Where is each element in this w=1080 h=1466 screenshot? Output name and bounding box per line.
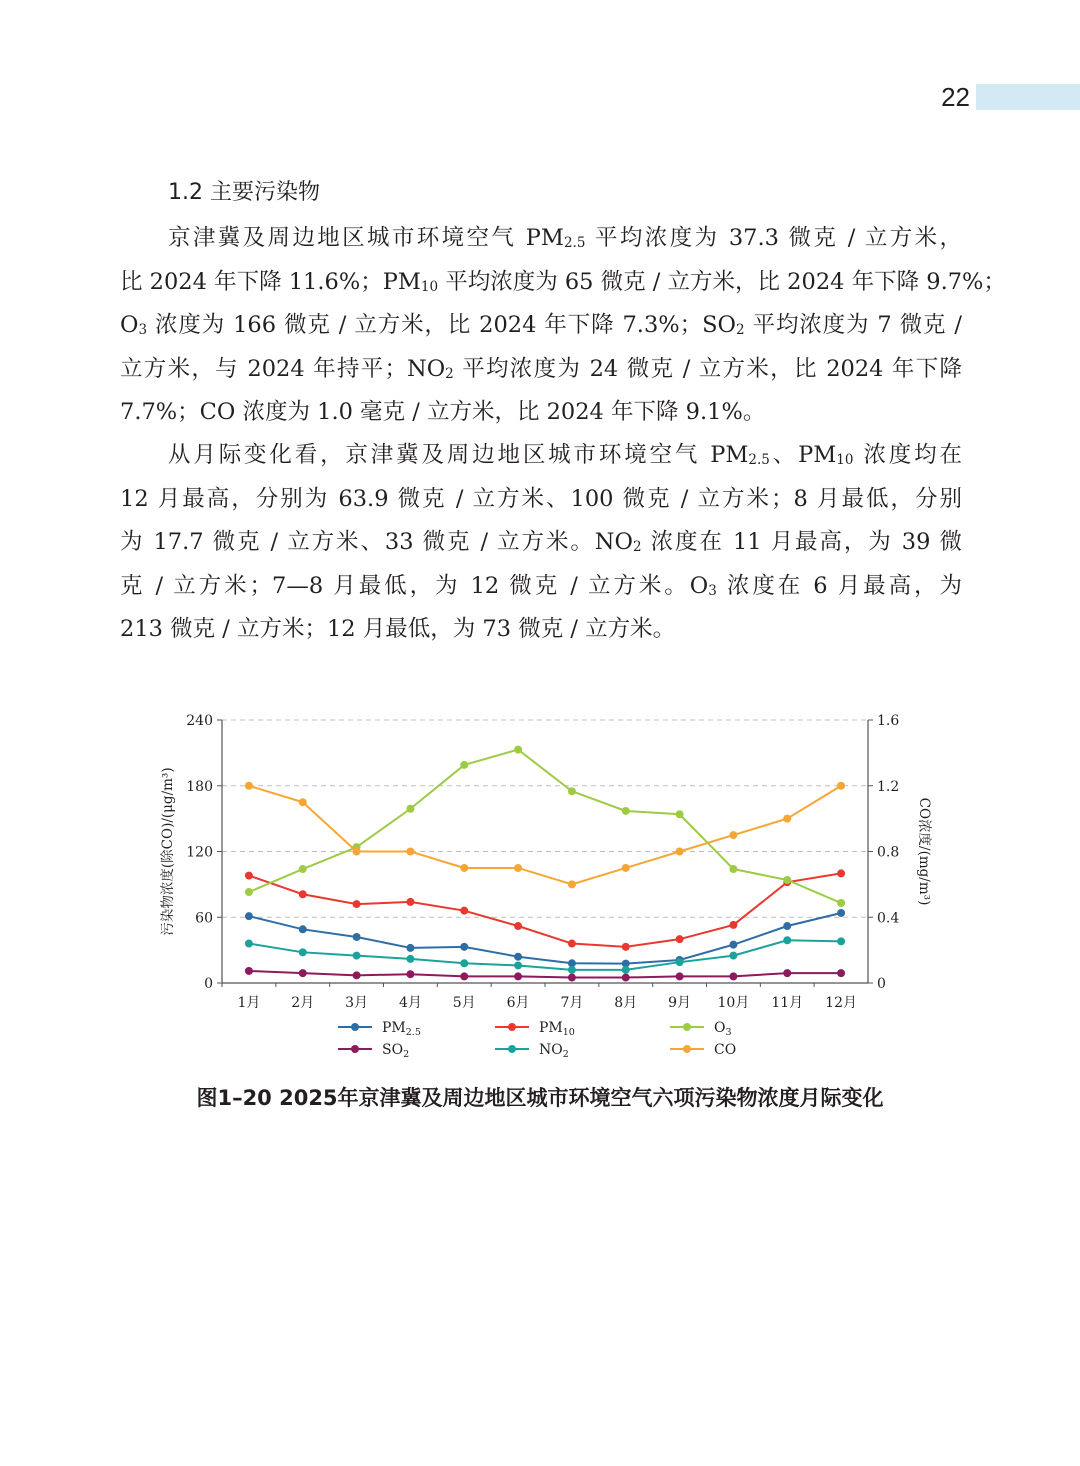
data-point: [460, 972, 468, 980]
data-point: [353, 848, 361, 856]
page-tab-decoration: [976, 84, 1080, 110]
y-right-tick-label: 1.6: [877, 713, 900, 729]
data-point: [353, 900, 361, 908]
y-right-axis-label: CO浓度/(mg/m³): [916, 797, 932, 906]
x-tick-label: 1月: [237, 995, 261, 1011]
data-point: [783, 815, 791, 823]
data-point: [353, 971, 361, 979]
data-point: [837, 899, 845, 907]
paragraph-1-line: 7.7%；CO 浓度为 1.0 毫克 / 立方米，比 2024 年下降 9.1%。: [120, 399, 766, 425]
legend-swatch-dot: [683, 1045, 691, 1053]
data-point: [783, 922, 791, 930]
figure-caption: 图1–20 2025年京津冀及周边地区城市环境空气六项污染物浓度月际变化: [196, 1086, 884, 1110]
axes: [159, 713, 933, 1011]
data-point: [837, 969, 845, 977]
paragraph-1-line: 京津冀及周边地区城市环境空气 $PM_{2.5}$ 平均浓度为 37.3 微克 / 立方米，: [168, 225, 962, 252]
data-point: [622, 974, 630, 982]
data-point: [353, 952, 361, 960]
paragraph-2-line: 213 微克 / 立方米；12 月最低，为 73 微克 / 立方米。: [120, 616, 676, 642]
data-point: [460, 959, 468, 967]
paragraph-2-line: 12 月最高，分别为 63.9 微克 / 立方米、100 微克 / 立方米；8 月最低，分别: [120, 485, 962, 512]
legend-swatch-dot: [508, 1045, 516, 1053]
data-point: [729, 972, 737, 980]
data-point: [245, 940, 253, 948]
data-point: [460, 864, 468, 872]
data-point: [622, 943, 630, 951]
data-point: [353, 933, 361, 941]
data-point: [299, 948, 307, 956]
data-point: [729, 831, 737, 839]
legend-swatch-dot: [508, 1023, 516, 1031]
legend: [338, 1020, 736, 1060]
legend-label: $PM_{10}$: [539, 1020, 575, 1038]
data-point: [837, 937, 845, 945]
series-line: [249, 971, 841, 978]
paragraph-1-line: $O_3$ 浓度为 166 微克 / 立方米，比 2024 年下降 7.3%；$SO_2$ 平均浓度为 7 微克 /: [120, 312, 962, 339]
y-right-tick-label: 0.4: [877, 910, 900, 927]
y-right-tick-label: 1.2: [877, 778, 900, 795]
data-point: [783, 969, 791, 977]
data-point: [245, 967, 253, 975]
data-point: [299, 798, 307, 806]
data-point: [622, 966, 630, 974]
x-tick-label: 10月: [717, 995, 750, 1011]
legend-label-subscript: 2.5: [405, 1027, 421, 1038]
series-line: [249, 750, 841, 903]
data-point: [568, 966, 576, 974]
paragraph-2-line: 克 / 立方米；7—8 月最低，为 12 微克 / 立方米。$O_3$ 浓度在 6 月最高，为: [120, 572, 962, 599]
data-point: [676, 810, 684, 818]
y-left-tick-label: 180: [186, 778, 213, 795]
data-point: [783, 936, 791, 944]
legend-label: $PM_{2.5}$: [382, 1020, 421, 1038]
paragraph-2-line: 为 17.7 微克 / 立方米、33 微克 / 立方米。$NO_2$ 浓度在 11 月最高，为 39 微: [120, 529, 962, 556]
paragraph-1-line: 比 2024 年下降 11.6%；$PM_{10}$ 平均浓度为 65 微克 / 立方米，比 2024 年下降 9.7%；: [120, 268, 1006, 295]
x-tick-label: 6月: [506, 995, 530, 1011]
legend-label-subscript: 3: [725, 1027, 732, 1038]
legend-label: $O_3$: [714, 1020, 732, 1038]
data-point: [783, 876, 791, 884]
data-point: [460, 943, 468, 951]
data-point: [406, 848, 414, 856]
y-left-tick-label: 120: [186, 844, 213, 861]
data-point: [245, 782, 253, 790]
legend-swatch-dot: [683, 1023, 691, 1031]
y-left-tick-label: 0: [204, 976, 213, 992]
legend-label: CO: [714, 1042, 737, 1058]
legend-swatch-dot: [351, 1045, 359, 1053]
data-point: [676, 848, 684, 856]
y-right-tick-label: 0: [877, 976, 886, 992]
data-point: [514, 864, 522, 872]
legend-label-subscript: 10: [562, 1027, 575, 1038]
data-point: [245, 872, 253, 880]
legend-label-subscript: 2: [403, 1049, 410, 1060]
section-heading: 1.2 主要污染物: [168, 180, 320, 205]
data-point: [406, 970, 414, 978]
x-tick-label: 8月: [614, 995, 638, 1011]
pollutant-monthly-line-chart: [150, 700, 930, 1070]
data-point: [460, 907, 468, 915]
series-line: [249, 873, 841, 946]
data-point: [514, 972, 522, 980]
data-point: [837, 869, 845, 877]
data-point: [729, 952, 737, 960]
x-tick-label: 12月: [825, 995, 857, 1011]
y-right-tick-label: 0.8: [877, 844, 900, 861]
x-tick-label: 3月: [345, 995, 369, 1011]
data-point: [568, 940, 576, 948]
data-point: [406, 944, 414, 952]
x-tick-label: 2月: [291, 995, 315, 1011]
x-tick-label: 11月: [771, 995, 804, 1011]
data-point: [406, 955, 414, 963]
paragraph-1-line: 立方米，与 2024 年持平；$NO_2$ 平均浓度为 24 微克 / 立方米，比 2024 年下降: [120, 355, 962, 382]
paragraph-2-line: 从月际变化看，京津冀及周边地区城市环境空气 $PM_{2.5}$、$PM_{10}$ 浓度均在: [168, 442, 962, 469]
x-tick-label: 9月: [668, 995, 692, 1011]
data-point: [460, 761, 468, 769]
series-line: [249, 786, 841, 885]
data-point: [514, 922, 522, 930]
data-point: [676, 972, 684, 980]
data-point: [568, 787, 576, 795]
data-point: [514, 953, 522, 961]
data-point: [622, 807, 630, 815]
grid-lines: [222, 720, 868, 917]
data-point: [245, 888, 253, 896]
data-point: [568, 880, 576, 888]
x-tick-label: 7月: [560, 995, 584, 1011]
y-left-tick-label: 240: [186, 713, 213, 729]
data-point: [622, 864, 630, 872]
data-point: [837, 782, 845, 790]
legend-label-subscript: 2: [562, 1049, 569, 1060]
data-point: [406, 805, 414, 813]
data-point: [299, 865, 307, 873]
x-tick-label: 5月: [452, 995, 476, 1011]
legend-label: $NO_2$: [539, 1042, 569, 1060]
series-line: [249, 913, 841, 964]
legend-swatch-dot: [351, 1023, 359, 1031]
data-point: [406, 898, 414, 906]
series-line: [249, 940, 841, 970]
data-series: [245, 746, 845, 982]
data-point: [676, 935, 684, 943]
data-point: [299, 925, 307, 933]
data-point: [729, 865, 737, 873]
data-point: [514, 961, 522, 969]
x-tick-label: 4月: [398, 995, 422, 1011]
paragraph-1: [120, 217, 1006, 435]
data-point: [299, 890, 307, 898]
data-point: [729, 941, 737, 949]
data-point: [729, 921, 737, 929]
data-point: [514, 746, 522, 754]
data-point: [245, 912, 253, 920]
data-point: [568, 974, 576, 982]
legend-label: $SO_2$: [382, 1042, 410, 1060]
paragraph-2: [120, 434, 962, 652]
y-left-tick-label: 60: [195, 910, 213, 927]
data-point: [837, 909, 845, 917]
data-point: [676, 958, 684, 966]
data-point: [299, 969, 307, 977]
page-number: 22: [941, 82, 970, 112]
y-left-axis-label: 污染物浓度(除CO)/(μg/m³): [160, 767, 176, 936]
